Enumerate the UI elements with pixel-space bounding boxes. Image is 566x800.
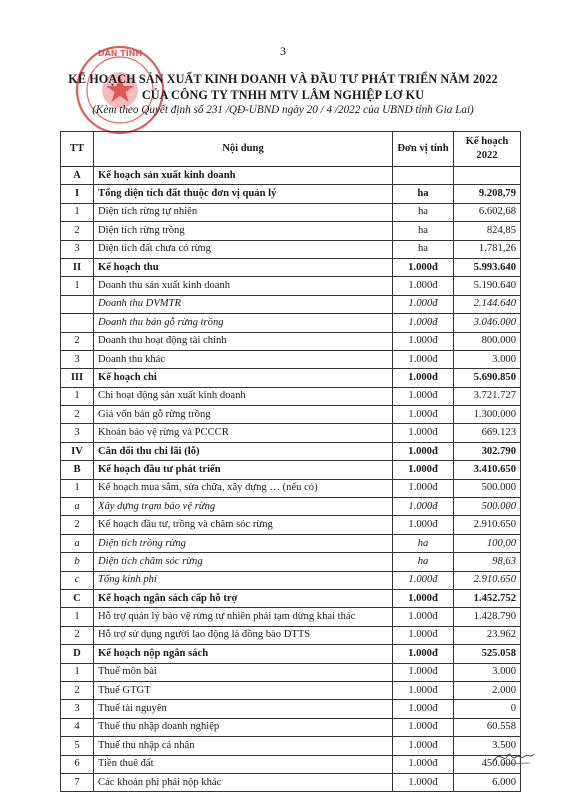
cell-plan: 60.558 [454, 718, 521, 736]
cell-unit: 1.000đ [393, 350, 454, 368]
page-number: 3 [280, 44, 286, 58]
cell-content: Doanh thu sản xuất kinh doanh [94, 277, 393, 295]
cell-unit: 1.000đ [393, 571, 454, 589]
cell-plan: 525.058 [454, 645, 521, 663]
cell-tt: III [61, 369, 94, 387]
cell-tt: 1 [61, 277, 94, 295]
cell-plan: 6.602,68 [454, 203, 521, 221]
cell-content: Kế hoạch chi [94, 369, 393, 387]
header-content: Nội dung [94, 132, 393, 167]
table-row [61, 589, 521, 607]
cell-unit: 1.000đ [393, 277, 454, 295]
cell-plan: 302.790 [454, 442, 521, 460]
table-row [61, 516, 521, 534]
header-tt: TT [61, 132, 94, 167]
document-subtitle: (Kèm theo Quyết định số 231 /QĐ-UBND ngày 20 / 4 /2022 của UBND tỉnh Gia Lai) [92, 104, 474, 116]
cell-tt: a [61, 498, 94, 516]
document-title-line1: KẾ HOẠCH SẢN XUẤT KINH DOANH VÀ ĐẦU TƯ PHÁT TRIỂN NĂM 2022 [68, 72, 498, 86]
cell-plan: 2.144.640 [454, 295, 521, 313]
table-row [61, 718, 521, 736]
table-row [61, 461, 521, 479]
cell-unit: ha [393, 222, 454, 240]
cell-unit: 1.000đ [393, 516, 454, 534]
cell-plan: 1.452.752 [454, 589, 521, 607]
cell-tt: IV [61, 442, 94, 460]
cell-unit: 1.000đ [393, 498, 454, 516]
cell-tt: II [61, 258, 94, 276]
cell-tt: 1 [61, 387, 94, 405]
cell-unit: 1.000đ [393, 608, 454, 626]
cell-plan: 3.721.727 [454, 387, 521, 405]
svg-text:DÂN TỈNH: DÂN TỈNH [97, 49, 143, 58]
cell-plan: 669.123 [454, 424, 521, 442]
cell-content: Thuế thu nhập doanh nghiệp [94, 718, 393, 736]
table-row [61, 479, 521, 497]
table-row [61, 258, 521, 276]
cell-content: Hỗ trợ sử dụng người lao động là đồng bào DTTS [94, 626, 393, 644]
cell-tt: 3 [61, 240, 94, 258]
plan-table [60, 131, 521, 792]
table-row [61, 222, 521, 240]
cell-unit: 1.000đ [393, 645, 454, 663]
cell-content: Hỗ trợ quản lý bảo vệ rừng tự nhiên phải tạm dừng khai thác [94, 608, 393, 626]
cell-tt: 2 [61, 222, 94, 240]
cell-tt [61, 295, 94, 313]
cell-plan: 5.190.640 [454, 277, 521, 295]
cell-plan: 9.208,79 [454, 185, 521, 203]
cell-unit [393, 167, 454, 185]
cell-tt: 3 [61, 700, 94, 718]
cell-plan: 5.993.640 [454, 258, 521, 276]
cell-content: Diện tích rừng trồng [94, 222, 393, 240]
cell-content: Xây dựng trạm bảo vệ rừng [94, 498, 393, 516]
header-unit: Đơn vị tính [393, 132, 454, 167]
cell-unit: ha [393, 534, 454, 552]
cell-content: Thuế môn bài [94, 663, 393, 681]
cell-tt: D [61, 645, 94, 663]
cell-plan: 98,63 [454, 553, 521, 571]
cell-tt: 4 [61, 718, 94, 736]
cell-tt: 2 [61, 516, 94, 534]
cell-plan: 450.000 [454, 755, 521, 773]
cell-content: Kế hoạch ngân sách cấp hỗ trợ [94, 589, 393, 607]
cell-unit: 1.000đ [393, 424, 454, 442]
cell-plan: 500.000 [454, 498, 521, 516]
table-row [61, 645, 521, 663]
cell-plan: 1.428.790 [454, 608, 521, 626]
cell-plan: 6.000 [454, 773, 521, 791]
table-row [61, 737, 521, 755]
cell-content: Kế hoạch nộp ngân sách [94, 645, 393, 663]
cell-content: Diện tích chăm sóc rừng [94, 553, 393, 571]
cell-tt: 3 [61, 350, 94, 368]
cell-tt: 6 [61, 755, 94, 773]
cell-unit: 1.000đ [393, 295, 454, 313]
cell-tt: B [61, 461, 94, 479]
cell-unit: ha [393, 185, 454, 203]
cell-tt: 5 [61, 737, 94, 755]
cell-plan: 2.910.650 [454, 516, 521, 534]
cell-tt: I [61, 185, 94, 203]
table-row [61, 626, 521, 644]
cell-content: Thuế tài nguyên [94, 700, 393, 718]
cell-unit: 1.000đ [393, 314, 454, 332]
cell-tt: A [61, 167, 94, 185]
cell-plan: 3.410.650 [454, 461, 521, 479]
cell-tt: b [61, 553, 94, 571]
cell-unit: ha [393, 553, 454, 571]
cell-tt: C [61, 589, 94, 607]
cell-content: Chi hoạt động sản xuất kinh doanh [94, 387, 393, 405]
cell-plan [454, 167, 521, 185]
cell-unit: 1.000đ [393, 589, 454, 607]
cell-content: Diện tích rừng tự nhiên [94, 203, 393, 221]
cell-unit: 1.000đ [393, 737, 454, 755]
table-row [61, 387, 521, 405]
cell-tt: 1 [61, 663, 94, 681]
table-row [61, 553, 521, 571]
cell-content: Doanh thu DVMTR [94, 295, 393, 313]
cell-content: Doanh thu khác [94, 350, 393, 368]
cell-unit: 1.000đ [393, 258, 454, 276]
cell-plan: 3.000 [454, 350, 521, 368]
table-row [61, 755, 521, 773]
cell-content: Kế hoạch đầu tư, trồng và chăm sóc rừng [94, 516, 393, 534]
cell-unit: 1.000đ [393, 718, 454, 736]
table-row [61, 534, 521, 552]
table-row [61, 424, 521, 442]
cell-unit: 1.000đ [393, 626, 454, 644]
cell-unit: 1.000đ [393, 663, 454, 681]
table-row [61, 277, 521, 295]
cell-tt: 2 [61, 626, 94, 644]
cell-content: Thuế thu nhập cá nhân [94, 737, 393, 755]
table-row [61, 442, 521, 460]
cell-unit: 1.000đ [393, 387, 454, 405]
cell-unit: 1.000đ [393, 461, 454, 479]
cell-content: Tổng diện tích đất thuộc đơn vị quản lý [94, 185, 393, 203]
cell-plan: 0 [454, 700, 521, 718]
table-row [61, 498, 521, 516]
cell-unit: 1.000đ [393, 755, 454, 773]
cell-content: Cân đối thu chi lãi (lỗ) [94, 442, 393, 460]
table-row [61, 203, 521, 221]
cell-tt: 2 [61, 332, 94, 350]
cell-unit: 1.000đ [393, 479, 454, 497]
cell-unit: 1.000đ [393, 369, 454, 387]
cell-tt: 7 [61, 773, 94, 791]
table-row [61, 700, 521, 718]
cell-plan: 2.910.650 [454, 571, 521, 589]
cell-plan: 2.000 [454, 681, 521, 699]
table-row [61, 571, 521, 589]
cell-plan: 3.500 [454, 737, 521, 755]
header-plan: Kế hoạch 2022 [454, 132, 521, 167]
cell-content: Doanh thu hoạt động tài chính [94, 332, 393, 350]
cell-unit: 1.000đ [393, 681, 454, 699]
table-row [61, 681, 521, 699]
cell-unit: 1.000đ [393, 406, 454, 424]
cell-unit: 1.000đ [393, 442, 454, 460]
cell-content: Kế hoạch mua sắm, sửa chữa, xây dựng … (nếu có) [94, 479, 393, 497]
cell-unit: 1.000đ [393, 332, 454, 350]
cell-tt: a [61, 534, 94, 552]
cell-unit: ha [393, 240, 454, 258]
cell-content: Thuế GTGT [94, 681, 393, 699]
handwritten-signature [492, 745, 536, 767]
table-row [61, 295, 521, 313]
cell-unit: ha [393, 203, 454, 221]
cell-plan: 500.000 [454, 479, 521, 497]
document-title-line2: CỦA CÔNG TY TNHH MTV LÂM NGHIỆP LƠ KU [141, 88, 425, 102]
table-row [61, 369, 521, 387]
cell-plan: 23.962 [454, 626, 521, 644]
table-row [61, 406, 521, 424]
cell-content: Kế hoạch thu [94, 258, 393, 276]
cell-content: Diện tích đất chưa có rừng [94, 240, 393, 258]
cell-content: Tổng kinh phí [94, 571, 393, 589]
cell-plan: 100,00 [454, 534, 521, 552]
cell-plan: 3.046.000 [454, 314, 521, 332]
cell-tt: 1 [61, 203, 94, 221]
table-row [61, 167, 521, 185]
cell-plan: 1.300.000 [454, 406, 521, 424]
cell-plan: 3.000 [454, 663, 521, 681]
cell-tt: 3 [61, 424, 94, 442]
table-row [61, 240, 521, 258]
cell-tt: c [61, 571, 94, 589]
cell-content: Các khoản phí phải nộp khác [94, 773, 393, 791]
table-row [61, 314, 521, 332]
cell-content: Giá vốn bán gỗ rừng trồng [94, 406, 393, 424]
table-header-row [61, 132, 521, 167]
cell-plan: 5.690.850 [454, 369, 521, 387]
cell-content: Doanh thu bán gỗ rừng trồng [94, 314, 393, 332]
cell-content: Tiền thuê đất [94, 755, 393, 773]
table-row [61, 350, 521, 368]
cell-unit: 1.000đ [393, 700, 454, 718]
cell-unit: 1.000đ [393, 773, 454, 791]
table-row [61, 663, 521, 681]
cell-plan: 800.000 [454, 332, 521, 350]
cell-tt: 1 [61, 479, 94, 497]
table-row [61, 185, 521, 203]
cell-content: Diện tích trồng rừng [94, 534, 393, 552]
cell-tt: 1 [61, 608, 94, 626]
table-row [61, 332, 521, 350]
cell-content: Khoán bảo vệ rừng và PCCCR [94, 424, 393, 442]
table-row [61, 773, 521, 791]
cell-content: Kế hoạch sản xuất kinh doanh [94, 167, 393, 185]
table-row [61, 608, 521, 626]
cell-plan: 824,85 [454, 222, 521, 240]
cell-tt: 2 [61, 681, 94, 699]
cell-tt [61, 314, 94, 332]
cell-content: Kế hoạch đầu tư phát triển [94, 461, 393, 479]
cell-plan: 1.781,26 [454, 240, 521, 258]
cell-tt: 2 [61, 406, 94, 424]
